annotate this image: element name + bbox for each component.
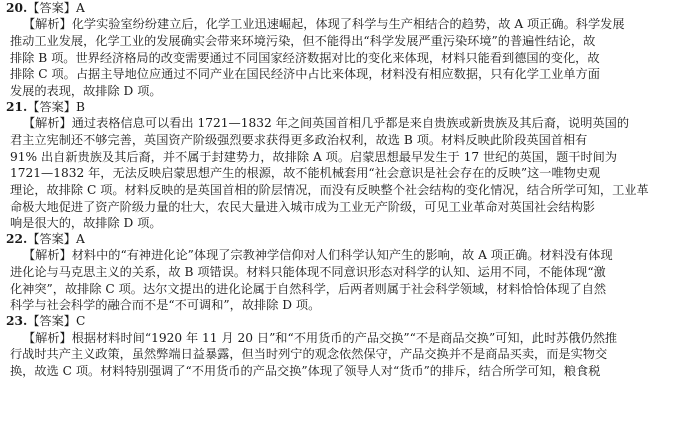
question-number: 23.	[6, 314, 28, 329]
answer-line	[6, 1, 690, 16]
explanation-line: 响是很大的，故排除 D 项。	[10, 216, 162, 231]
answer-line	[6, 232, 690, 247]
question-number: 20.	[6, 1, 28, 15]
explanation-line: 化神突”，故排除 C 项。达尔文提出的进化论属于自然科学，后两者则属于社会科学领域，材料恰恰体现了自然	[10, 281, 607, 296]
question-number: 22.	[6, 232, 28, 247]
explanation	[6, 247, 690, 314]
explanation-line: 推动工业发展，化学工业的发展确实会带来环境污染，但不能得出“科学发展严重污染环境”的普遍性结论，故	[10, 34, 596, 49]
answer-label: 【答案】A	[27, 232, 85, 247]
explanation-line: 理论，故排除 C 项。材料反映的是英国首相的阶层情况，而没有反映整个社会结构的变化情况，结合所学可知，工业革	[10, 182, 649, 197]
explanation-line: 【解析】材料中的“有神进化论”体现了宗教神学信仰对人们科学认知产生的影响，故 A 项正确。材料没有体现	[23, 248, 613, 263]
explanation-line: 【解析】根据材料时间“1920 年 11 月 20 日”和“不用货币的产品交换”“不是商品交换”可知，此时苏俄仍然推	[23, 330, 618, 345]
answer-line	[6, 100, 690, 115]
explanation-line: 1721—1832 年，无法反映启蒙思想产生的根源，故不能机械套用“社会意识是社会存在的反映”这一唯物史观	[10, 166, 601, 181]
explanation-line: 【解析】化学实验室纷纷建立后，化学工业迅速崛起，体现了科学与生产相结合的趋势，故 A 项正确。科学发展	[23, 17, 625, 32]
explanation-line: 行战时共产主义政策，虽然弊端日益暴露，但当时列宁的观念依然保守，产品交换并不是商品买卖，而是实物交	[10, 347, 608, 362]
question-22-block	[6, 232, 690, 314]
explanation-line: 科学与社会科学的融合而不是“不可调和”，故排除 D 项。	[10, 298, 321, 313]
explanation	[6, 16, 690, 99]
explanation-line: 命极大地促进了资产阶级力量的壮大，农民大量进入城市成为工业无产阶级，可见工业革命对英国社会结构影	[10, 199, 595, 214]
explanation	[6, 115, 690, 232]
explanation-line: 【解析】通过表格信息可以看出 1721—1832 年之间英国首相几乎都是来自贵族或新贵族及其后裔，说明英国的	[23, 116, 630, 131]
question-21-block	[6, 100, 690, 232]
answer-label: 【答案】A	[27, 1, 85, 15]
explanation-line: 换，故选 C 项。材料特别强调了“不用货币的产品交换”体现了领导人对“货币”的排斥，结合所学可知，粮食税	[10, 363, 601, 378]
explanation-line: 发展的表现，故排除 D 项。	[10, 84, 162, 99]
question-23-block	[6, 314, 690, 379]
explanation-line: 排除 B 项。世界经济格局的改变需要通过不同国家经济数据对比的变化来体现，材料只能看到德国的变化，故	[10, 50, 600, 65]
question-number: 21.	[6, 99, 28, 114]
explanation-line: 进化论与马克思主义的关系，故 B 项错误。材料只能体现不同意识形态对科学的认知、运用不同，不能体现“激	[10, 265, 606, 280]
explanation-line: 排除 C 项。占据主导地位应通过不同产业在国民经济中占比来体现，材料没有相应数据，只有化学工业单方面	[10, 67, 600, 82]
explanation-line: 君主立宪制还不够完善，英国资产阶级强烈要求获得更多政治权利，故选 B 项。材料反映此阶段英国首相有	[10, 132, 588, 147]
answer-label: 【答案】B	[27, 99, 85, 114]
answer-label: 【答案】C	[27, 314, 86, 329]
explanation	[6, 330, 690, 380]
answer-explanation-document	[6, 1, 690, 380]
answer-line	[6, 314, 690, 329]
question-20-block	[6, 1, 690, 100]
explanation-line: 91% 出自新贵族及其后裔，并不属于封建势力，故排除 A 项。启蒙思想最早发生于 17 世纪的英国，题干时间为	[10, 149, 618, 164]
